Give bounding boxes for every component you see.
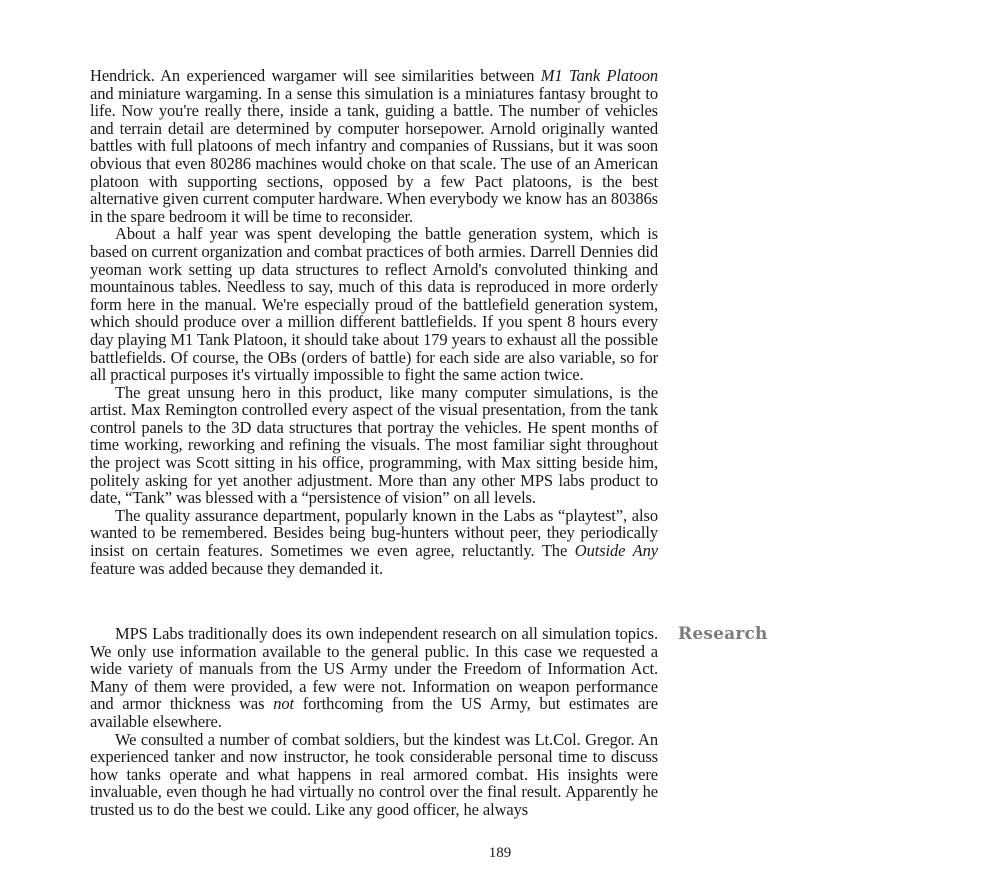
paragraph-research-sources: MPS Labs traditionally does its own independent research on all simulation topics. We only use information available to the general public. In this case we requested a wide variety of manuals from the US Army under the Freedom of Information Act. Many of them were provided, a few were not. Information on weapon performance and armor thickness was not forthcoming from the US Army, but estimates are available elsewhere. bbox=[90, 624, 659, 731]
page-number: 189 bbox=[488, 845, 512, 861]
body-text-column bbox=[90, 67, 658, 577]
research-side-heading: Research bbox=[678, 624, 768, 644]
paragraph-artist: The great unsung hero in this product, like many computer simulations, is the artist. Max Remington controlled every aspect of the visual presentation, from the tank control panels to the 3D data structures that portray the vehicles. He spent months of time working, reworking and refining the visuals. The most familiar sight throughout the project was Scott sitting in his office, programming, with Max sitting beside him, politely asking for yet another adjustment. More than any other MPS labs product to date, “Tank” was blessed with a “persistence of vision” on all levels. bbox=[90, 382, 658, 508]
italic-text: not bbox=[273, 694, 295, 714]
italic-text: M1 Tank Platoon bbox=[540, 66, 658, 85]
paragraph-combat-soldiers: We consulted a number of combat soldiers, but the kindest was Lt.Col. Gregor. An experienced tanker and now instructor, he took considerable personal time to discuss how tanks operate and what happens in real armored combat. His insights were invaluable, even though he had virtually no control over the final result. Apparently he trusted us to do the best we could. Like any good officer, he always bbox=[90, 729, 658, 819]
paragraph-wargaming: Hendrick. An experienced wargamer will see similarities between M1 Tank Platoon and miniature wargaming. In a sense this simulation is a miniatures fantasy brought to life. Now you're really there, inside a tank, guiding a battle. The number of vehicles and terrain detail are determined by computer horsepower. Arnold originally wanted battles with full platoons of mech infantry and companies of Russians, but it was soon obvious that even 80286 machines would choke on that scale. The use of an American platoon with supporting sections, opposed by a few Pact platoons, is the best alternative given current computer hardware. When everybody we know has an 80386s in the spare bedroom it will be time to reconsider. bbox=[90, 66, 658, 226]
italic-text: Outside Any bbox=[574, 541, 658, 561]
paragraph-battle-generation: About a half year was spent developing the battle generation system, which is based on current organization and combat practices of both armies. Darrell Dennies did yeoman work setting up data structures to reflect Arnold's convoluted thinking and mountainous tables. Needless to say, much of this data is reproduced in more orderly form here in the manual. We're especially proud of the battlefield generation system, which should produce over a million different battlefields. If you spent 8 hours every day playing M1 Tank Platoon, it should take about 179 years to exhaust all the possible battlefields. Of course, the OBs (orders of battle) for each side are also variable, so for all practical purposes it's virtually impossible to fight the same action twice. bbox=[90, 224, 658, 385]
paragraph-quality-assurance: The quality assurance department, popularly known in the Labs as “playtest”, also wanted to be remembered. Besides being bug-hunters without peer, they periodically insist on certain features. Sometimes we even agree, reluctantly. The Outside Any feature was added because they demanded it. bbox=[90, 505, 658, 578]
research-text-column bbox=[90, 625, 658, 819]
